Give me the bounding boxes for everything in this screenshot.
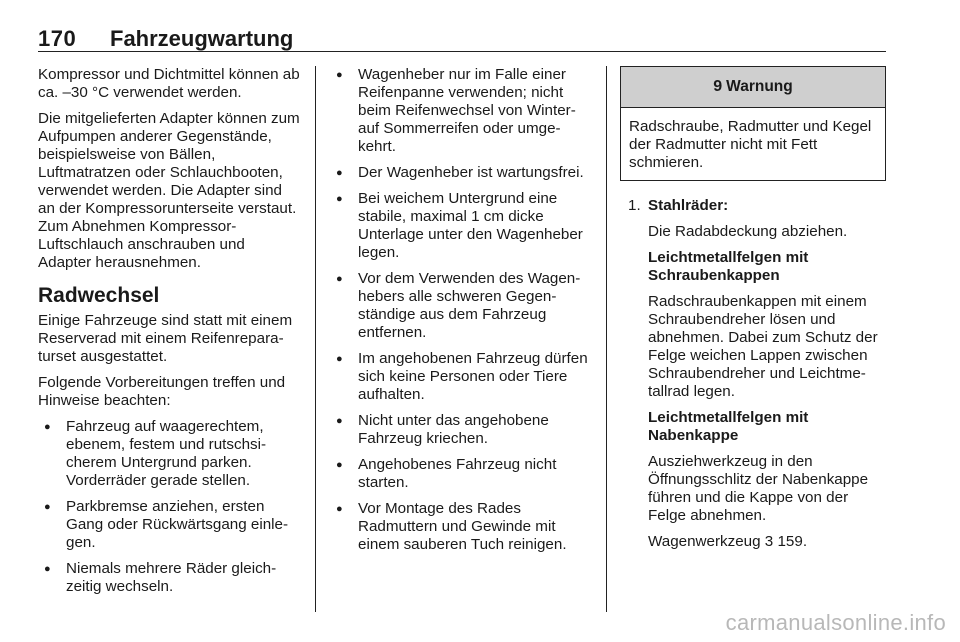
step-number: 1. bbox=[628, 197, 641, 214]
paragraph-repair-kit: Einige Fahrzeuge sind statt mit einem Reserverad mit einem Reifenreparaturset ausgestattet. bbox=[38, 312, 293, 365]
paragraph-nabenkappe: Ausziehwerkzeug in den Öffnungsschlitz der Nabenkappe führen und die Kappe von der Felge abnehmen. bbox=[648, 453, 869, 524]
preparation-list bbox=[38, 418, 300, 596]
warning-header bbox=[621, 67, 885, 108]
list-item: ● Der Wagenheber ist wartungsfrei. bbox=[330, 164, 592, 182]
list-item: ● Parkbremse anziehen, ersten Gang oder Rückwärtsgang einlegen. bbox=[38, 498, 300, 552]
subheading-nabenkappe: Leichtmetallfelgen mit Nabenkappe bbox=[648, 409, 809, 444]
watermark: carmanualsonline.info bbox=[725, 610, 946, 635]
warning-title: Warnung bbox=[726, 78, 793, 95]
paragraph-schraubenkappen: Radschraubenkappen mit einem Schraubendreher lösen und abnehmen. Dabei zum Schutz der Felge weichen Lappen zwischen Schraubendreher und Leichtmetallrad legen. bbox=[648, 293, 878, 400]
list-item: ● Im angehobenen Fahrzeug dürfen sich keine Personen oder Tiere aufhalten. bbox=[330, 350, 592, 404]
list-item: ● Wagenheber nur im Falle einer Reifenpanne verwenden; nicht beim Reifenwechsel von Winter- auf Sommerreifen oder umgekehrt. bbox=[330, 66, 592, 156]
reference-page: 159. bbox=[777, 533, 808, 550]
step-1 bbox=[620, 197, 886, 551]
list-item: ● Vor dem Verwenden des Wagenhebers alle schweren Gegenständige aus dem Fahrzeug entfernen. bbox=[330, 270, 592, 342]
column-divider-2 bbox=[606, 66, 607, 612]
column-1 bbox=[38, 66, 300, 604]
section-heading-radwechsel: Radwechsel bbox=[38, 284, 160, 307]
page-title: Fahrzeugwartung bbox=[110, 26, 294, 51]
reference-arrow-icon: 3 bbox=[764, 533, 774, 550]
cross-reference[interactable] bbox=[648, 533, 886, 551]
list-item: ● Niemals mehrere Räder gleichzeitig wechseln. bbox=[38, 560, 300, 596]
paragraph-adapters: Die mitgelieferten Adapter können zum Aufpumpen anderer Gegenstände, beispielsweise von Bällen, Luftmatratzen oder Schlauchbooten, verwendet werden. Die Adapter sind an der Kompressorunterseite verstaut. Zum Abnehmen Kompressor-Luftschlauch anschrauben und Adapter herausnehmen. bbox=[38, 110, 300, 271]
paragraph-compressor-temp: Kompressor und Dichtmittel können ab ca. –30 °C verwendet werden. bbox=[38, 66, 300, 101]
list-item: ● Angehobenes Fahrzeug nicht starten. bbox=[330, 456, 592, 492]
header-rule bbox=[38, 51, 886, 52]
list-item: ● Vor Montage des Rades Radmuttern und Gewinde mit einem sauberen Tuch reinigen. bbox=[330, 500, 592, 554]
list-item: ● Nicht unter das angehobene Fahrzeug kriechen. bbox=[330, 412, 592, 448]
step-title: Stahlräder: bbox=[648, 197, 729, 214]
paragraph-preparations: Folgende Vorbereitungen treffen und Hinweise beachten: bbox=[38, 374, 286, 409]
list-item: ● Fahrzeug auf waagerechtem, ebenem, festem und rutschsicherem Untergrund parken. Vorderräder gerade stellen. bbox=[38, 418, 300, 490]
column-3 bbox=[620, 66, 886, 559]
warning-text: Radschraube, Radmutter und Kegel der Radmutter nicht mit Fett schmieren. bbox=[629, 118, 872, 171]
jack-notes-list bbox=[330, 66, 592, 554]
subheading-schraubenkappen: Leichtmetallfelgen mit Schraubenkappen bbox=[648, 249, 809, 284]
column-divider-1 bbox=[315, 66, 316, 612]
step-text: Die Radabdeckung abziehen. bbox=[648, 223, 848, 240]
column-2 bbox=[330, 66, 592, 562]
reference-label: Wagenwerkzeug bbox=[648, 533, 761, 550]
list-item: ● Bei weichem Untergrund eine stabile, maximal 1 cm dicke Unterlage unter den Wagenheber legen. bbox=[330, 190, 592, 262]
page-number: 170 bbox=[38, 26, 77, 51]
warning-box bbox=[620, 66, 886, 181]
page-header bbox=[0, 0, 960, 50]
warning-triangle-icon: 9 bbox=[713, 78, 723, 95]
